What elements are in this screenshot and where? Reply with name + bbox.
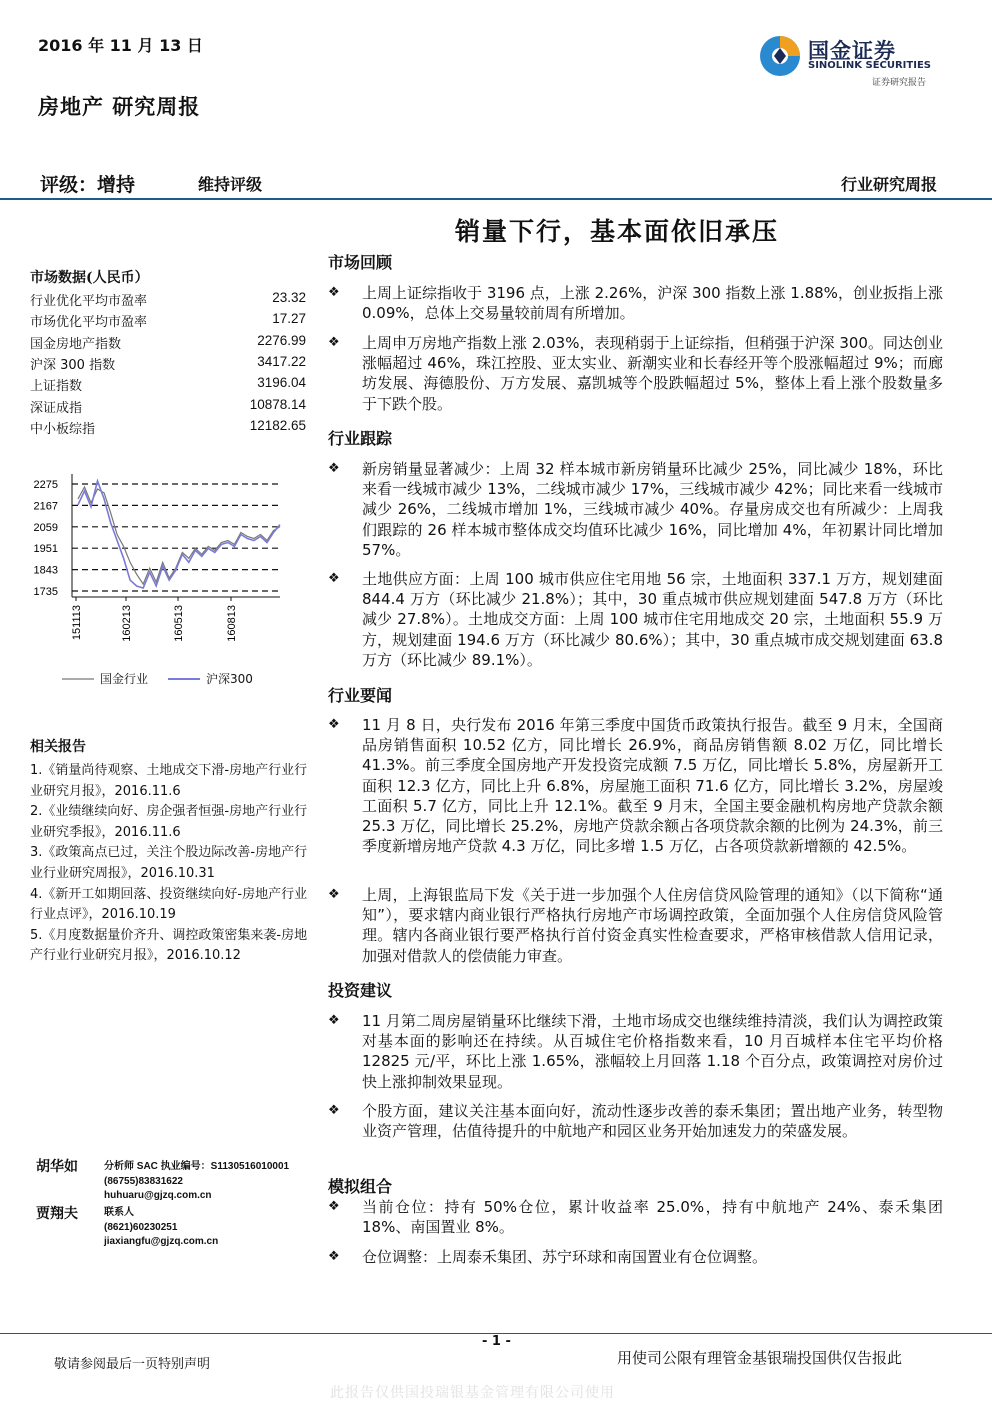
chart-x-tick-label: 160513 — [173, 605, 185, 642]
market-data-label: 市场优化平均市盈率 — [30, 315, 148, 331]
tracking-text-2: 土地供应方面：上周 100 城市供应住宅用地 56 宗，土地面积 337.1 万方，规划建面 844.4 万方（环比减少 21.8%）；其中，30 重点城市供应规划建面 547.8 万方（环比减少 27.8%）。土地成交方面：上周 100 城市住宅用地成交 20 宗，土地面积 55.9 万方，规划建面 194.6 万方（环比减少 80.6%）；其中，30 重点城市成交规划建面 63.8 万方（环比减少 89.1%）。 — [362, 570, 943, 669]
market-data-value: 3417.22 — [257, 353, 306, 369]
market-data-title: 市场数据(人民币） — [30, 270, 149, 286]
portfolio-text-1: 当前仓位：持有 50%仓位，累计收益率 25.0%，持有中航地产 24%、泰禾集团 18%、南国置业 8%。 — [362, 1198, 943, 1237]
portfolio-text-2: 仓位调整：上周泰禾集团、苏宁环球和南国置业有仓位调整。 — [362, 1248, 768, 1266]
chart-series-line-1 — [78, 481, 280, 588]
disclaimer-note: 敬请参阅最后一页特别声明 — [54, 1357, 211, 1372]
market-data-row — [30, 418, 306, 437]
chart-x-tick-label: 151113 — [71, 605, 83, 641]
market-data-value: 17.27 — [272, 311, 306, 327]
analyst-name: 胡华如 — [36, 1159, 78, 1175]
tracking-text-1: 新房销量显著减少：上周 32 样本城市新房销量环比减少 25%，同比减少 18%，环比来看一线城市减少 13%，二线城市减少 17%，三线城市减少 42%；同比来看一线城市减少 26%，二线城市增加 1%，三线城市减少 40%。存量房成交也有所减少：上周我们跟踪的 26 样本城市整体成交均值环比减少 16%，同比增加 4%，年初累计同比增加 57%。 — [362, 460, 943, 559]
analyst-phone: (86755)83831622 — [104, 1175, 183, 1187]
section-title-tracking: 行业跟踪 — [328, 429, 393, 448]
contact-phone: (8621)60230251 — [104, 1221, 178, 1233]
report-type: 行业研究周报 — [840, 175, 937, 194]
market-data-row — [30, 354, 306, 373]
logo-subtitle: 证券研究报告 — [872, 78, 927, 88]
page-number: - 1 - — [482, 1334, 511, 1349]
legend-label-hs300: 沪深300 — [206, 672, 253, 686]
market-data-value: 3196.04 — [257, 375, 306, 391]
bullet-diamond-icon: ❖ — [328, 285, 340, 300]
report-date: 2016 年 11 月 13 日 — [38, 36, 203, 55]
advice-text-1: 11 月第二周房屋销量环比继续下滑，土地市场成交也继续维持清淡，我们认为调控政策对基本面的影响还在持续。从百城住宅价格指数来看，10 月百城样本住宅平均价格 12825 元/平，环比上涨 1.65%，涨幅较上月回落 1.18 个百分点，政策调控对房价过快上涨抑制效果显现。 — [362, 1012, 943, 1091]
bullet-diamond-icon: ❖ — [328, 1199, 340, 1214]
bullet-diamond-icon: ❖ — [328, 571, 340, 586]
headline: 销量下行，基本面依旧承压 — [455, 217, 780, 246]
related-report-item[interactable]: 1.《销量尚待观察、土地成交下滑-房地产行业行业研究月报》，2016.11.6 — [30, 763, 308, 799]
market-data-label: 国金房地产指数 — [30, 336, 122, 352]
chart-y-tick-label: 2167 — [33, 500, 58, 513]
chart-series-line-0 — [78, 487, 280, 584]
news-bullet-1 — [328, 715, 943, 856]
bullet-diamond-icon: ❖ — [328, 717, 340, 732]
legend-label-industry: 国金行业 — [100, 672, 149, 686]
index-line-chart — [26, 466, 316, 646]
related-report-item[interactable]: 3.《政策高点已过，关注个股边际改善-房地产行业行业研究周报》，2016.10.31 — [30, 845, 308, 881]
footer-right-text: 用使司公限有理管金基银瑞投国供仅告报此 — [617, 1349, 903, 1367]
legend-swatch-industry — [62, 678, 94, 680]
market-data-row — [30, 290, 306, 309]
related-reports-list — [30, 761, 320, 967]
contact-info — [104, 1206, 218, 1250]
review-text-1: 上周上证综指收于 3196 点，上涨 2.26%，沪深 300 指数上涨 1.88%，创业扳指上涨 0.09%，总体上交易量较前周有所增加。 — [362, 284, 943, 323]
bullet-diamond-icon: ❖ — [328, 1013, 340, 1028]
analyst-contact — [104, 1160, 289, 1204]
chart-y-tick-label: 2059 — [33, 521, 58, 534]
advice-text-2: 个股方面，建议关注基本面向好，流动性逐步改善的泰禾集团；置出地产业务，转型物业资产管理，估值待提升的中航地产和园区业务开始加速发力的荣盛发展。 — [362, 1102, 943, 1141]
rating-maintain: 维持评级 — [198, 175, 263, 194]
review-text-2: 上周申万房地产指数上涨 2.03%，表现稍弱于上证综指，但稍强于沪深 300。同达创业涨幅超过 46%，珠江控股、亚太实业、新潮实业和长春经开等个股涨幅超过 9%；而廊坊发展、海德股份、万方发展、嘉凯城等个股跌幅超过 5%，整体上看上涨个股数量多于下跌个股。 — [362, 334, 943, 413]
market-data-value: 12182.65 — [249, 417, 306, 433]
legend-swatch-hs300 — [168, 678, 200, 680]
report-title: 房地产 研究周报 — [38, 94, 201, 119]
related-reports-title: 相关报告 — [30, 739, 86, 755]
logo-text-en: SINOLINK SECURITIES — [808, 60, 931, 71]
analyst-email[interactable]: huhuaru@gjzq.com.cn — [104, 1190, 212, 1201]
contact-email[interactable]: jiaxiangfu@gjzq.com.cn — [104, 1236, 219, 1247]
section-title-review: 市场回顾 — [328, 253, 393, 272]
chart-y-tick-label: 1843 — [33, 564, 58, 577]
header-divider — [0, 198, 992, 200]
portfolio-bullet-2 — [328, 1247, 943, 1267]
chart-legend — [62, 670, 253, 687]
news-bullet-2 — [328, 885, 943, 966]
advice-bullet-2 — [328, 1101, 943, 1141]
related-report-item[interactable]: 2.《业绩继续向好、房企强者恒强-房地产行业行业研究季报》，2016.11.6 — [30, 804, 308, 840]
contact-name: 贾翔夫 — [36, 1206, 78, 1222]
tracking-bullet-1 — [328, 459, 943, 560]
market-data-row — [30, 375, 306, 394]
tracking-bullet-2 — [328, 569, 943, 670]
bullet-diamond-icon: ❖ — [328, 887, 340, 902]
bullet-diamond-icon: ❖ — [328, 1103, 340, 1118]
bullet-diamond-icon: ❖ — [328, 335, 340, 350]
watermark: 此报告仅供国投瑞银基金管理有限公司使用 — [330, 1385, 615, 1401]
market-data-value: 10878.14 — [249, 396, 306, 412]
chart-x-tick-label: 160213 — [121, 605, 133, 642]
market-data-label: 深证成指 — [30, 400, 83, 416]
section-title-news: 行业要闻 — [328, 686, 393, 705]
section-title-advice: 投资建议 — [328, 981, 393, 1000]
advice-bullet-1 — [328, 1011, 943, 1092]
analyst-sac: 分析师 SAC 执业编号：S1130516010001 — [104, 1161, 290, 1172]
review-bullet-2 — [328, 333, 943, 414]
sinolink-logo-icon — [756, 32, 804, 80]
market-data-row — [30, 311, 306, 330]
bullet-diamond-icon: ❖ — [328, 1249, 340, 1264]
related-report-item[interactable]: 5.《月度数据量价齐升、调控政策密集来袭-房地产行业行业研究月报》，2016.10.12 — [30, 927, 308, 964]
review-bullet-1 — [328, 283, 943, 323]
contact-role: 联系人 — [104, 1207, 134, 1218]
chart-x-tick-label: 160813 — [226, 605, 238, 642]
portfolio-bullet-1 — [328, 1197, 943, 1237]
news-text-1: 11 月 8 日，央行发布 2016 年第三季度中国货币政策执行报告。截至 9 月末，全国商品房销售面积 10.52 亿方，同比增长 26.9%，商品房销售额 8.02 万亿，同比增长 41.3%。前三季度全国房地产开发投资完成额 7.5 万亿，同比增长 5.8%，房屋新开工面积 12.3 亿方，同比上升 6.8%，房屋施工面积 71.6 亿方，同比增长 3.2%，房屋竣工面积 5.7 亿方，同比上升 12.1%。截至 9 月末，全国主要金融机构房地产贷款余额 25.3 万亿，同比增长 25.2%，房地产贷款余额占各项贷款余额的比例为 24.3%，前三季度新增房地产贷款 4.3 万亿，同比多增 1.5 万亿，占各项贷款新增额的 42.5%。 — [362, 716, 943, 856]
bullet-diamond-icon: ❖ — [328, 461, 340, 476]
market-data-value: 23.32 — [272, 290, 306, 305]
market-data-value: 2276.99 — [257, 332, 306, 348]
section-title-portfolio: 模拟组合 — [328, 1177, 393, 1196]
chart-y-tick-label: 2275 — [33, 479, 58, 491]
market-data-row — [30, 333, 306, 352]
market-data-label: 中小板综指 — [30, 421, 96, 437]
news-text-2: 上周，上海银监局下发《关于进一步加强个人住房信贷风险管理的通知》（以下简称“通知”），要求辖内商业银行严格执行房地产市场调控政策，全面加强个人住房信贷风险管理。辖内各商业银行要严格执行首付资金真实性检查要求，严格审核借款人信用记录，加强对借款人的偿债能力审查。 — [362, 886, 943, 965]
logo-text-cn: 国金证券 — [808, 39, 896, 63]
market-data-label: 沪深 300 指数 — [30, 357, 116, 373]
market-data-label: 行业优化平均市盈率 — [30, 294, 148, 309]
chart-y-tick-label: 1735 — [33, 586, 58, 598]
market-data-row — [30, 397, 306, 416]
rating: 评级：增持 — [40, 174, 136, 196]
market-data-label: 上证指数 — [30, 379, 83, 395]
chart-y-tick-label: 1951 — [33, 543, 58, 556]
related-report-item[interactable]: 4.《新开工如期回落、投资继续向好-房地产行业行业点评》，2016.10.19 — [30, 886, 308, 923]
